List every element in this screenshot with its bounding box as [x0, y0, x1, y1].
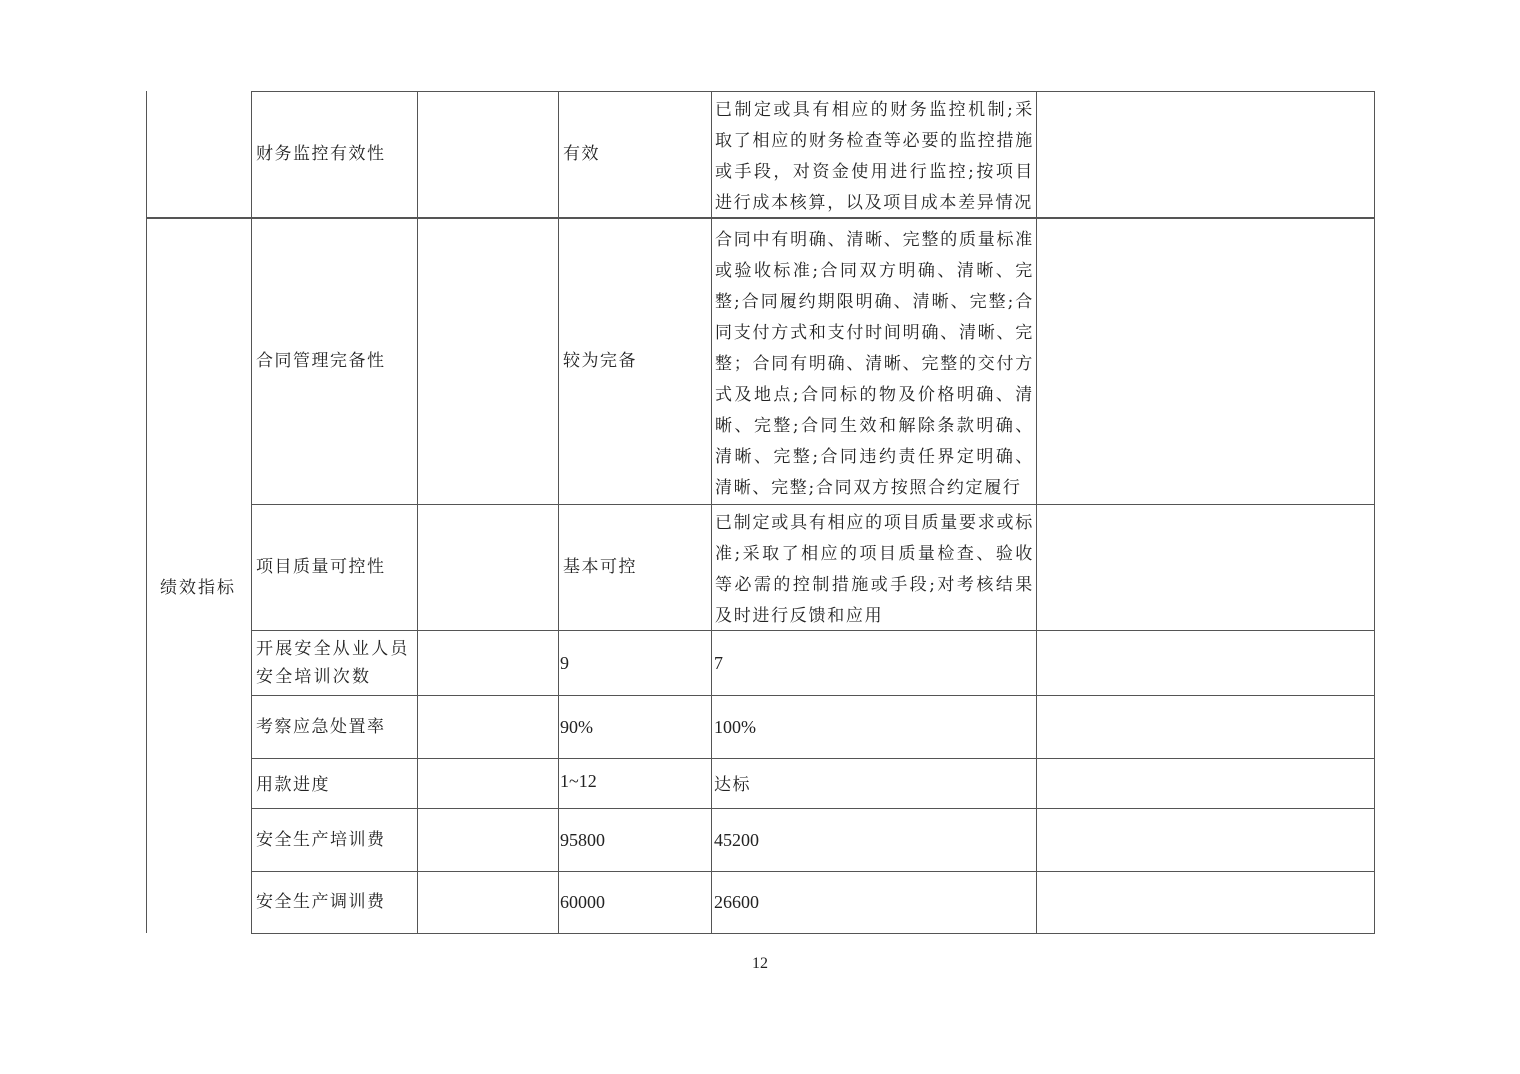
table-row-indicator: 安全生产调训费	[256, 892, 386, 912]
table-row-actual: 7	[714, 652, 723, 673]
table-row-target: 较为完备	[563, 351, 637, 371]
table-row-target: 60000	[560, 892, 605, 912]
table-row-note	[1037, 759, 1374, 808]
table-row-actual: 45200	[714, 829, 759, 850]
table-row-note	[1037, 872, 1374, 933]
table-row-note	[1037, 809, 1374, 871]
table-row-note	[1037, 91, 1374, 217]
table-row-actual: 已制定或具有相应的财务监控机制;采取了相应的财务检查等必要的监控措施或手段，对资金使用进行监控;按项目进行成本核算，以及项目成本差异情况	[715, 100, 1034, 213]
table-row-indicator: 合同管理完备性	[256, 351, 386, 371]
table-border-bottom	[251, 933, 1375, 934]
table-row-actual: 100%	[714, 716, 756, 737]
table-row-target: 1~12	[560, 771, 597, 791]
table-row-actual: 达标	[714, 775, 751, 795]
table-row-indicator: 开展安全从业人员安全培训次数	[256, 639, 410, 687]
table-row-target: 基本可控	[563, 557, 637, 577]
table-row-target: 90%	[560, 716, 593, 737]
table-row-note	[1037, 696, 1374, 758]
table-row-indicator: 用款进度	[256, 775, 330, 795]
table-row-target: 9	[560, 652, 569, 673]
table-row-indicator: 安全生产培训费	[256, 829, 386, 850]
table-row-target: 有效	[563, 143, 600, 164]
page-number: 12	[752, 955, 768, 972]
table-row-note	[1037, 505, 1374, 630]
table-row-target: 95800	[560, 829, 605, 850]
table-row-note	[1037, 219, 1374, 504]
table-row-actual: 已制定或具有相应的项目质量要求或标准;采取了相应的项目质量检查、验收等必需的控制措施或手段;对考核结果及时进行反馈和应用	[715, 513, 1034, 626]
table-row-actual: 合同中有明确、清晰、完整的质量标准或验收标准;合同双方明确、清晰、完整;合同履约期限明确、清晰、完整;合同支付方式和支付时间明确、清晰、完整；合同有明确、清晰、完整的交付方式及地点;合同标的物及价格明确、清晰、完整;合同生效和解除条款明确、清晰、完整;合同违约责任界定明确、清晰、完整;合同双方按照合约定履行	[715, 230, 1034, 498]
table-row-indicator: 考察应急处置率	[256, 716, 386, 737]
table-row-actual: 26600	[714, 892, 759, 912]
table-row-note	[1037, 631, 1374, 695]
category-label: 绩效指标	[160, 578, 236, 598]
table-row-indicator: 财务监控有效性	[256, 143, 386, 164]
table-row-indicator: 项目质量可控性	[256, 557, 386, 577]
